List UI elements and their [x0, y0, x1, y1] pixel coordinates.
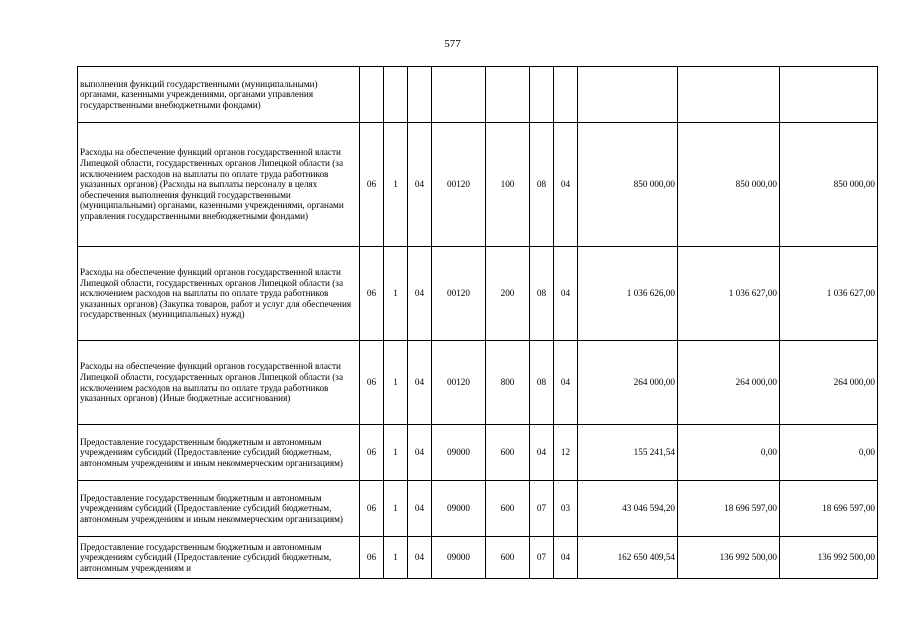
- code-cell: 12: [554, 425, 578, 481]
- code-cell: 600: [486, 481, 530, 537]
- code-cell: 1: [384, 537, 408, 579]
- row-description: Расходы на обеспечение функций органов государственной власти Липецкой области, государственных органов Липецкой области (за исключением расходов на выплаты по оплате труда работников указанных органов) (Иные бюджетные ассигнования): [78, 341, 360, 425]
- code-cell: 04: [408, 537, 432, 579]
- amount-cell: 18 696 597,00: [678, 481, 780, 537]
- row-description: Предоставление государственным бюджетным и автономным учреждениям субсидий (Предоставление субсидий бюджетным, автономным учреждениям и иным некоммерческим организациям): [78, 425, 360, 481]
- code-cell: 04: [408, 247, 432, 341]
- code-cell: [384, 67, 408, 123]
- code-cell: 06: [360, 341, 384, 425]
- code-cell: [432, 67, 486, 123]
- code-cell: 06: [360, 481, 384, 537]
- code-cell: 00120: [432, 123, 486, 247]
- code-cell: 100: [486, 123, 530, 247]
- row-description: Расходы на обеспечение функций органов государственной власти Липецкой области, государственных органов Липецкой области (за исключением расходов на выплаты по оплате труда работников указанных органов) (Расходы на выплаты персоналу в целях обеспечения выполнения функций государственными (муниципальными) органами, казенными учреждениями, органами управления государственными внебюджетными фондами): [78, 123, 360, 247]
- amount-cell: 136 992 500,00: [780, 537, 878, 579]
- amount-cell: 155 241,54: [578, 425, 678, 481]
- code-cell: 04: [530, 425, 554, 481]
- table-row: [78, 67, 878, 123]
- row-description: Расходы на обеспечение функций органов государственной власти Липецкой области, государственных органов Липецкой области (за исключением расходов на выплаты по оплате труда работников указанных органов) (Закупка товаров, работ и услуг для обеспечения государственных (муниципальных) нужд): [78, 247, 360, 341]
- page-number: 577: [444, 38, 461, 50]
- code-cell: 06: [360, 247, 384, 341]
- amount-cell: 850 000,00: [578, 123, 678, 247]
- amount-cell: 1 036 627,00: [678, 247, 780, 341]
- code-cell: 800: [486, 341, 530, 425]
- code-cell: 09000: [432, 537, 486, 579]
- amount-cell: 43 046 594,20: [578, 481, 678, 537]
- code-cell: 06: [360, 537, 384, 579]
- code-cell: 1: [384, 341, 408, 425]
- code-cell: 04: [554, 247, 578, 341]
- code-cell: 03: [554, 481, 578, 537]
- code-cell: [486, 67, 530, 123]
- code-cell: [360, 67, 384, 123]
- code-cell: 04: [408, 481, 432, 537]
- table-row: [78, 247, 878, 341]
- code-cell: 600: [486, 537, 530, 579]
- table-row: [78, 341, 878, 425]
- code-cell: 04: [408, 123, 432, 247]
- amount-cell: 264 000,00: [578, 341, 678, 425]
- budget-table: [77, 66, 878, 579]
- code-cell: 08: [530, 341, 554, 425]
- code-cell: 08: [530, 123, 554, 247]
- code-cell: 1: [384, 247, 408, 341]
- amount-cell: 1 036 626,00: [578, 247, 678, 341]
- amount-cell: 0,00: [780, 425, 878, 481]
- row-description: Предоставление государственным бюджетным и автономным учреждениям субсидий (Предоставление субсидий бюджетным, автономным учреждениям и: [78, 537, 360, 579]
- amount-cell: [578, 67, 678, 123]
- code-cell: 00120: [432, 247, 486, 341]
- amount-cell: 850 000,00: [780, 123, 878, 247]
- code-cell: [554, 67, 578, 123]
- table-row: [78, 123, 878, 247]
- code-cell: 1: [384, 425, 408, 481]
- amount-cell: 1 036 627,00: [780, 247, 878, 341]
- code-cell: 1: [384, 481, 408, 537]
- code-cell: 04: [554, 123, 578, 247]
- code-cell: 04: [554, 537, 578, 579]
- code-cell: 04: [408, 341, 432, 425]
- code-cell: 08: [530, 247, 554, 341]
- amount-cell: [678, 67, 780, 123]
- code-cell: [530, 67, 554, 123]
- code-cell: 09000: [432, 481, 486, 537]
- budget-table-body: [78, 67, 878, 579]
- table-row: [78, 425, 878, 481]
- row-description: Предоставление государственным бюджетным и автономным учреждениям субсидий (Предоставление субсидий бюджетным, автономным учреждениям и иным некоммерческим организациям): [78, 481, 360, 537]
- table-row: [78, 537, 878, 579]
- code-cell: 00120: [432, 341, 486, 425]
- amount-cell: 264 000,00: [678, 341, 780, 425]
- table-row: [78, 481, 878, 537]
- amount-cell: 18 696 597,00: [780, 481, 878, 537]
- amount-cell: 162 650 409,54: [578, 537, 678, 579]
- amount-cell: 850 000,00: [678, 123, 780, 247]
- code-cell: 09000: [432, 425, 486, 481]
- code-cell: 1: [384, 123, 408, 247]
- code-cell: 07: [530, 481, 554, 537]
- code-cell: 04: [554, 341, 578, 425]
- code-cell: 04: [408, 425, 432, 481]
- code-cell: 200: [486, 247, 530, 341]
- code-cell: [408, 67, 432, 123]
- code-cell: 06: [360, 123, 384, 247]
- code-cell: 07: [530, 537, 554, 579]
- amount-cell: 136 992 500,00: [678, 537, 780, 579]
- amount-cell: [780, 67, 878, 123]
- amount-cell: 0,00: [678, 425, 780, 481]
- amount-cell: 264 000,00: [780, 341, 878, 425]
- row-description: выполнения функций государственными (муниципальными) органами, казенными учреждениями, органами управления государственными внебюджетными фондами): [78, 67, 360, 123]
- code-cell: 06: [360, 425, 384, 481]
- code-cell: 600: [486, 425, 530, 481]
